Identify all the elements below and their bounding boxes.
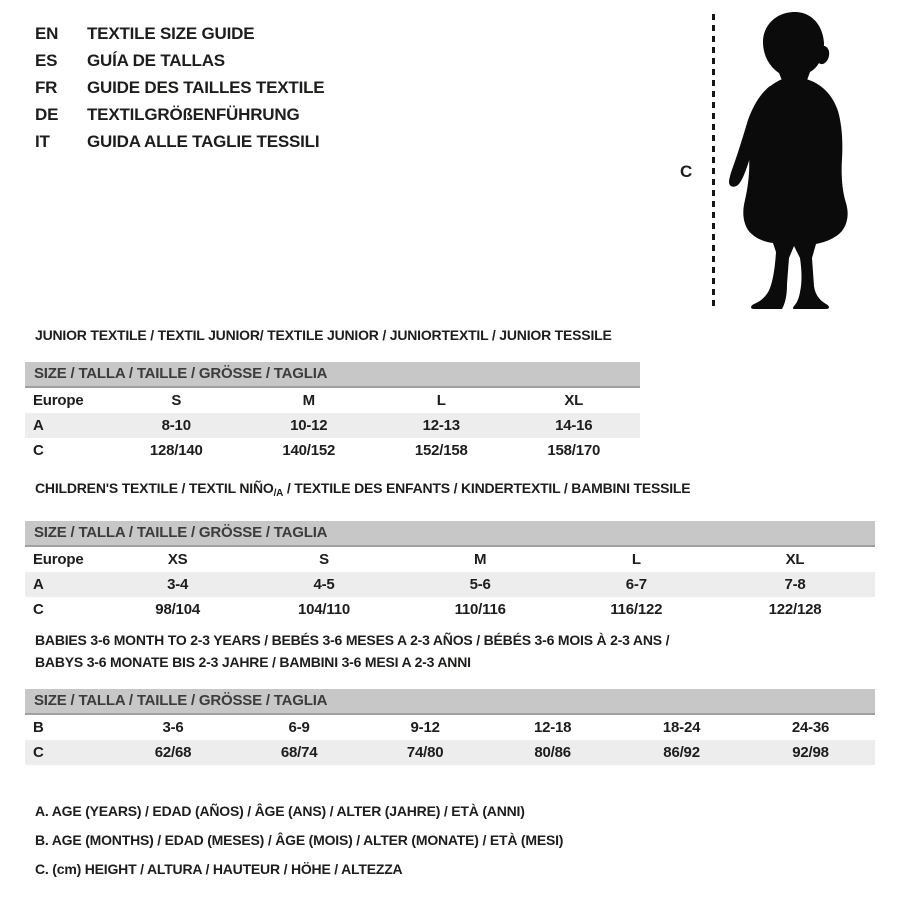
age-cell: 3-6 [162, 719, 184, 736]
age-cell: 12-18 [533, 719, 572, 736]
row-label: A [33, 417, 44, 434]
height-cell: 158/170 [547, 442, 601, 459]
height-cell: 80/86 [534, 744, 571, 761]
babies-size-table [25, 715, 875, 765]
age-cell: 12-13 [422, 417, 460, 434]
language-label: TEXTILE SIZE GUIDE [87, 24, 255, 43]
language-code: IT [35, 132, 50, 151]
size-cell: S [319, 551, 329, 568]
junior-table-wrap [25, 362, 640, 463]
height-cell: 68/74 [280, 744, 318, 761]
toddler-silhouette-image [726, 12, 878, 310]
size-cell: M [474, 551, 487, 568]
age-cell: 3-4 [167, 576, 189, 593]
childrens-textile-section [25, 477, 875, 622]
language-code: FR [35, 78, 58, 97]
language-row-fr [35, 74, 324, 101]
height-cell: 110/116 [454, 601, 506, 618]
legend-line-a: A. AGE (YEARS) / EDAD (AÑOS) / ÂGE (ANS) / ALTER (JAHRE) / ETÀ (ANNI) [35, 803, 525, 819]
language-list [35, 20, 324, 155]
age-cell: 10-12 [290, 417, 328, 434]
junior-textile-section [25, 324, 875, 463]
age-cell: 5-6 [469, 576, 491, 593]
row-label: B [33, 719, 44, 736]
size-cell: XL [785, 551, 805, 568]
height-measure-line [712, 14, 715, 308]
measure-c-label: C [680, 162, 693, 181]
age-cell: 8-10 [161, 417, 191, 434]
size-header-bar: SIZE / TALLA / TAILLE / GRÖSSE / TAGLIA [25, 362, 640, 388]
size-cell: M [302, 392, 315, 409]
row-label: C [33, 744, 44, 761]
row-label: C [33, 442, 44, 459]
height-cell: 74/80 [406, 744, 444, 761]
row-label: C [33, 601, 44, 618]
language-row-de [35, 101, 324, 128]
height-cell: 116/122 [610, 601, 663, 618]
size-cell: XL [564, 392, 584, 409]
language-row-it [35, 128, 324, 155]
table-row [25, 388, 640, 413]
childrens-section-title [25, 477, 875, 505]
height-cell: 62/68 [154, 744, 192, 761]
junior-section-title: JUNIOR TEXTILE / TEXTIL JUNIOR/ TEXTILE JUNIOR / JUNIORTEXTIL / JUNIOR TESSILE [35, 327, 612, 343]
row-label: Europe [33, 551, 84, 568]
language-code: DE [35, 105, 59, 124]
row-label: A [33, 576, 44, 593]
table-row [25, 413, 640, 438]
babies-section-title: BABIES 3-6 MONTH TO 2-3 YEARS / BEBÉS 3-6 MESES A 2-3 AÑOS / BÉBÉS 3-6 MOIS À 2-3 ANS / BABYS 3-6 MONATE BIS 2-3 JAHRE / BAMBINI 3-6 MESI A 2-3 ANNI [35, 632, 670, 670]
junior-size-table [25, 388, 640, 463]
table-row [25, 547, 875, 572]
age-cell: 24-36 [791, 719, 830, 736]
age-cell: 4-5 [313, 576, 335, 593]
language-label: GUIDA ALLE TAGLIE TESSILI [87, 132, 320, 151]
size-header-bar: SIZE / TALLA / TAILLE / GRÖSSE / TAGLIA [25, 521, 875, 547]
age-cell: 14-16 [555, 417, 593, 434]
language-code: ES [35, 51, 58, 70]
age-cell: 6-7 [625, 576, 647, 593]
childrens-table-wrap [25, 521, 875, 622]
title-main: CHILDREN'S TEXTILE / TEXTIL NIÑO [35, 480, 274, 496]
height-cell: 104/110 [297, 601, 350, 618]
measurement-legend [35, 797, 563, 884]
babies-table-wrap [25, 689, 875, 765]
language-label: TEXTILGRÖßENFÜHRUNG [87, 105, 300, 124]
size-cell: XS [167, 551, 188, 568]
table-row [25, 740, 875, 765]
size-cell: S [171, 392, 182, 409]
height-cell: 86/92 [663, 744, 700, 761]
language-row-es [35, 47, 324, 74]
table-row [25, 715, 875, 740]
childrens-size-table [25, 547, 875, 622]
legend-line-c: C. (cm) HEIGHT / ALTURA / HAUTEUR / HÖHE / ALTEZZA [35, 861, 403, 877]
legend-line-b: B. AGE (MONTHS) / EDAD (MESES) / ÂGE (MOIS) / ALTER (MONATE) / ETÀ (MESI) [35, 832, 564, 848]
height-cell: 92/98 [792, 744, 829, 761]
language-code: EN [35, 24, 59, 43]
height-cell: 128/140 [149, 442, 203, 459]
table-row [25, 572, 875, 597]
table-row [25, 597, 875, 622]
size-cell: L [436, 392, 446, 409]
row-label: Europe [33, 392, 84, 409]
height-cell: 98/104 [155, 601, 200, 618]
age-cell: 9-12 [410, 719, 440, 736]
table-row [25, 438, 640, 463]
title-rest: / TEXTILE DES ENFANTS / KINDERTEXTIL / BAMBINI TESSILE [283, 480, 691, 496]
title-subscript: /A [273, 488, 284, 499]
size-cell: L [631, 551, 641, 568]
age-cell: 7-8 [784, 576, 806, 593]
height-cell: 152/158 [414, 442, 468, 459]
age-cell: 18-24 [662, 719, 701, 736]
height-measure-figure [672, 10, 882, 312]
size-header-bar: SIZE / TALLA / TAILLE / GRÖSSE / TAGLIA [25, 689, 875, 715]
language-row-en [35, 20, 324, 47]
language-label: GUÍA DE TALLAS [87, 51, 225, 70]
babies-textile-section [25, 629, 875, 765]
language-label: GUIDE DES TAILLES TEXTILE [87, 78, 325, 97]
age-cell: 6-9 [288, 719, 310, 736]
height-cell: 122/128 [768, 601, 822, 618]
height-cell: 140/152 [282, 442, 336, 459]
